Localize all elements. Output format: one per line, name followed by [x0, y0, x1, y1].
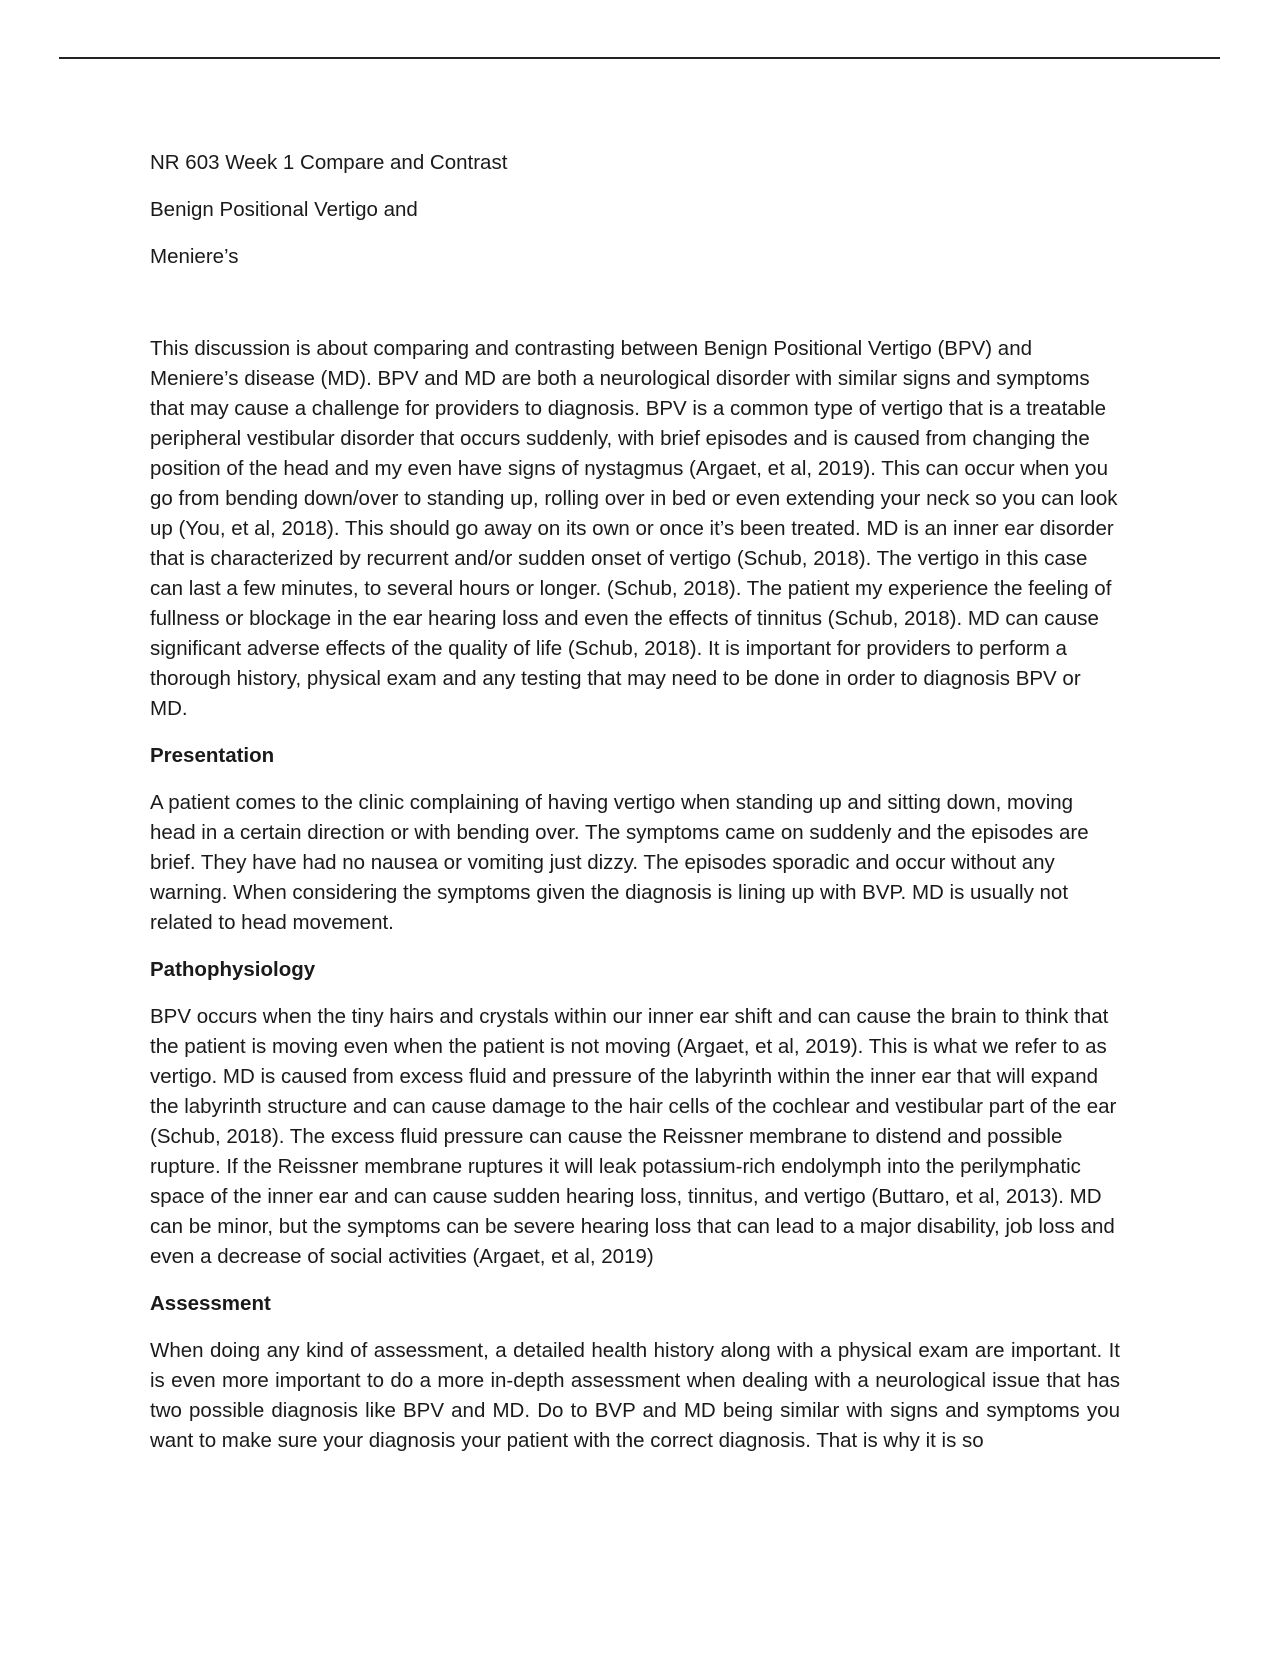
section-heading-assessment: Assessment: [150, 1292, 271, 1315]
document-body: [150, 148, 1120, 1473]
title-block: [150, 148, 1120, 272]
presentation-paragraph: A patient comes to the clinic complaining of having vertigo when standing up and sitting down, moving head in a certain direction or with bending over. The symptoms came on suddenly and the episodes are brief. They have had no nausea or vomiting just dizzy. The episodes sporadic and occur without any warning. When considering the symptoms given the diagnosis is lining up with BVP. MD is usually not related to head movement.: [150, 791, 1089, 934]
section-heading-pathophysiology: Pathophysiology: [150, 958, 316, 981]
topic-title-line-1: Benign Positional Vertigo and: [150, 198, 418, 221]
course-title: NR 603 Week 1 Compare and Contrast: [150, 151, 508, 174]
assessment-paragraph: When doing any kind of assessment, a detailed health history along with a physical exam are important. It is even more important to do a more in-depth assessment when dealing with a neurological issue that has two possible diagnosis like BPV and MD. Do to BVP and MD being similar with signs and symptoms you want to make sure your diagnosis your patient with the correct diagnosis. That is why it is so: [150, 1339, 1120, 1452]
topic-title-line-2: Meniere’s: [150, 245, 239, 268]
pathophysiology-paragraph: BPV occurs when the tiny hairs and crystals within our inner ear shift and can cause the brain to think that the patient is moving even when the patient is not moving (Argaet, et al, 2019). This is what we refer to as vertigo. MD is caused from excess fluid and pressure of the labyrinth within the inner ear that will expand the labyrinth structure and can cause damage to the hair cells of the cochlear and vestibular part of the ear (Schub, 2018). The excess fluid pressure can cause the Reissner membrane to distend and possible rupture. If the Reissner membrane ruptures it will leak potassium-rich endolymph into the perilymphatic space of the inner ear and can cause sudden hearing loss, tinnitus, and vertigo (Buttaro, et al, 2013). MD can be minor, but the symptoms can be severe hearing loss that can lead to a major disability, job loss and even a decrease of social activities (Argaet, et al, 2019): [150, 1005, 1117, 1268]
intro-paragraph: This discussion is about comparing and contrasting between Benign Positional Vertigo (BPV) and Meniere’s disease (MD). BPV and MD are both a neurological disorder with similar signs and symptoms that may cause a challenge for providers to diagnosis. BPV is a common type of vertigo that is a treatable peripheral vestibular disorder that occurs suddenly, with brief episodes and is caused from changing the position of the head and my even have signs of nystagmus (Argaet, et al, 2019). This can occur when you go from bending down/over to standing up, rolling over in bed or even extending your neck so you can look up (You, et al, 2018). This should go away on its own or once it’s been treated. MD is an inner ear disorder that is characterized by recurrent and/or sudden onset of vertigo (Schub, 2018). The vertigo in this case can last a few minutes, to several hours or longer. (Schub, 2018). The patient my experience the feeling of fullness or blockage in the ear hearing loss and even the effects of tinnitus (Schub, 2018). MD can cause significant adverse effects of the quality of life (Schub, 2018). It is important for providers to perform a thorough history, physical exam and any testing that may need to be done in order to diagnosis BPV or MD.: [150, 337, 1118, 720]
header-rule: [59, 57, 1220, 59]
section-heading-presentation: Presentation: [150, 744, 275, 767]
